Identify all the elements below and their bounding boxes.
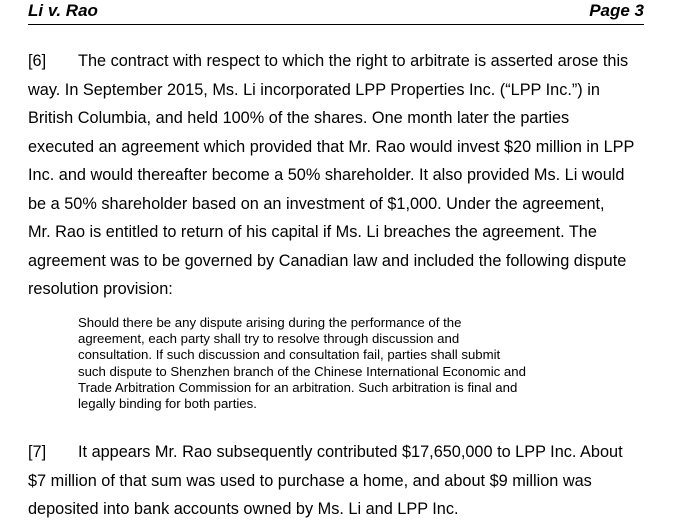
- paragraph-line: Inc. and would thereafter become a 50% shareholder. It also provided Ms. Li would: [28, 166, 625, 184]
- paragraph-number: [7]: [28, 443, 47, 461]
- paragraph-text: It appears Mr. Rao subsequently contributed $17,650,000 to LPP Inc. About: [78, 443, 623, 461]
- paragraph-line: British Columbia, and held 100% of the shares. One month later the parties: [28, 109, 570, 127]
- page-header: [28, 0, 644, 25]
- paragraph-line: deposited into bank accounts owned by Ms. Li and LPP Inc.: [28, 500, 459, 518]
- block-quote: [78, 315, 618, 412]
- paragraph-line: [28, 47, 648, 76]
- paragraph-line: way. In September 2015, Ms. Li incorporated LPP Properties Inc. (“LPP Inc.”) in: [28, 80, 600, 99]
- paragraph-line: Mr. Rao is entitled to return of his capital if Ms. Li breaches the agreement. The: [28, 223, 597, 241]
- quote-line: such dispute to Shenzhen branch of the Chinese International Economic and: [78, 363, 526, 379]
- paragraph-text: The contract with respect to which the right to arbitrate is asserted arose this: [78, 52, 629, 70]
- paragraph-line: $7 million of that sum was used to purchase a home, and about $9 million was: [28, 471, 592, 490]
- paragraph-line: agreement was to be governed by Canadian law and included the following dispute: [28, 251, 627, 270]
- paragraph-number: [6]: [28, 52, 47, 70]
- quote-line: Should there be any dispute arising during the performance of the: [78, 315, 462, 330]
- paragraph-6: [28, 47, 648, 304]
- paragraph-7: [28, 438, 648, 524]
- paragraph-line: be a 50% shareholder based on an investment of $1,000. Under the agreement,: [28, 194, 605, 213]
- quote-line: agreement, each party shall try to resolve through discussion and: [78, 331, 460, 347]
- paragraph-line: [28, 438, 648, 467]
- quote-line: consultation. If such discussion and consultation fail, parties shall submit: [78, 347, 501, 363]
- quote-line: legally binding for both parties.: [78, 396, 257, 412]
- case-title: Li v. Rao: [28, 1, 98, 20]
- page-number: Page 3: [589, 1, 644, 20]
- quote-line: Trade Arbitration Commission for an arbitration. Such arbitration is final and: [78, 379, 518, 395]
- paragraph-line: resolution provision:: [28, 280, 173, 298]
- paragraph-line: executed an agreement which provided that Mr. Rao would invest $20 million in LPP: [28, 137, 635, 156]
